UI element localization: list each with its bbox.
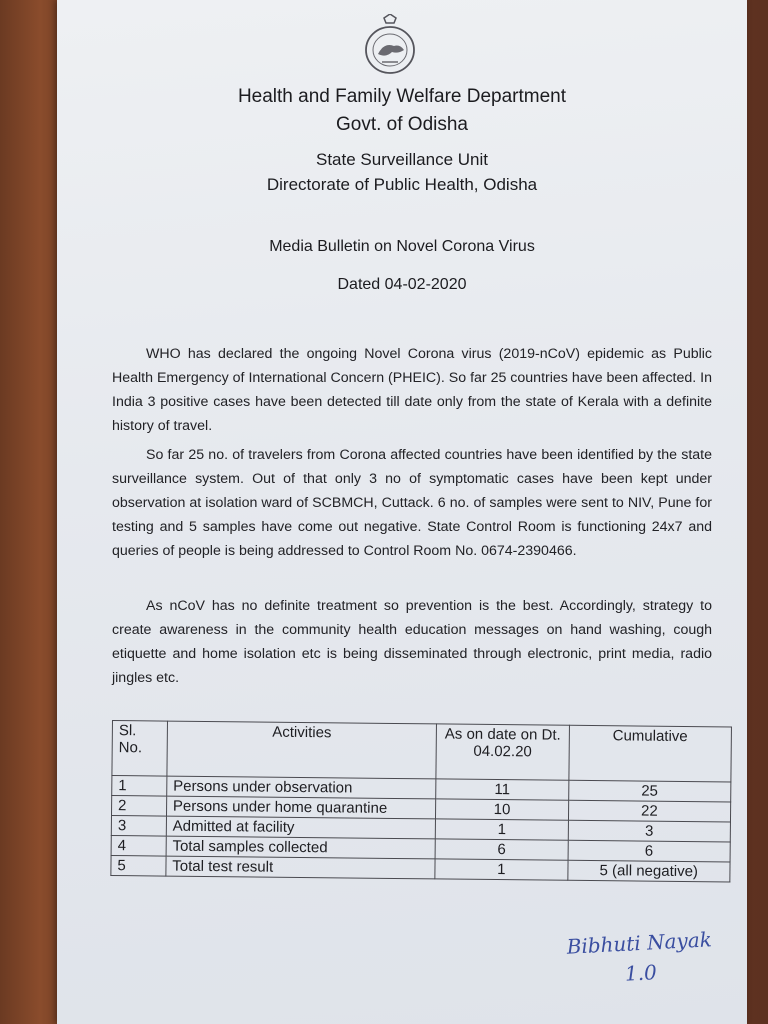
cell-sl: 2 xyxy=(111,796,166,817)
cell-date: 1 xyxy=(435,819,568,840)
cell-date: 6 xyxy=(435,839,568,860)
header-as-on-date: As on date on Dt. 04.02.20 xyxy=(436,724,569,780)
bulletin-title: Media Bulletin on Novel Corona Virus xyxy=(269,238,535,255)
cell-cumulative: 5 (all negative) xyxy=(567,860,730,882)
directorate-heading: Directorate of Public Health, Odisha xyxy=(266,175,538,194)
cell-sl: 4 xyxy=(111,835,166,856)
cell-cumulative: 22 xyxy=(568,800,731,822)
header-cumulative: Cumulative xyxy=(569,725,732,782)
cell-date: 10 xyxy=(436,799,569,820)
paragraph-who: WHO has declared the ongoing Novel Corona virus (2019-nCoV) epidemic as Public Health Emergency of International Concern (PHEIC). So far 25 countries have been affected. In India 3 positive cases have been detected till date only from the state of Kerala with a definite history of travel. xyxy=(112,346,712,434)
odisha-emblem-icon xyxy=(364,14,416,76)
unit-heading: State Surveillance Unit xyxy=(316,150,488,169)
cell-date: 1 xyxy=(435,859,568,880)
table-header-row xyxy=(112,721,732,782)
paragraph-surveillance: So far 25 no. of travelers from Corona affected countries have been identified by the state surveillance system. Out of that only 3 no of symptomatic cases have been kept under observation at isolation ward of SCBMCH, Cuttack. 6 no. of samples were sent to NIV, Pune for testing and 5 samples have come out negative. State Control Room is functioning 24x7 and queries of people is being addressed to Control Room No. 0674-2390466. xyxy=(112,447,712,559)
cell-cumulative: 6 xyxy=(568,840,731,862)
cell-sl: 1 xyxy=(112,776,167,797)
signature-name: Bibhuti Nayak xyxy=(566,927,713,959)
cell-activity: Admitted at facility xyxy=(166,816,436,839)
cell-activity: Total samples collected xyxy=(166,836,436,859)
cell-cumulative: 3 xyxy=(568,820,731,842)
bulletin-page xyxy=(57,0,747,1024)
cell-cumulative: 25 xyxy=(568,780,731,802)
cell-date: 11 xyxy=(436,779,569,800)
bulletin-date: Dated 04-02-2020 xyxy=(337,276,467,293)
signature-note: 1.0 xyxy=(624,960,658,986)
header-sl-no: Sl. No. xyxy=(112,721,167,777)
paragraph-prevention: As nCoV has no definite treatment so prevention is the best. Accordingly, strategy to create awareness in the community health education messages on hand washing, cough etiquette and home isolation etc is being disseminated through electronic, print media, radio jingles etc. xyxy=(112,598,712,686)
cell-activity: Persons under home quarantine xyxy=(166,796,436,819)
department-heading: Health and Family Welfare Department xyxy=(237,86,567,107)
handwritten-signature xyxy=(534,923,747,994)
cell-sl: 5 xyxy=(111,855,166,876)
header-activities: Activities xyxy=(167,721,437,779)
cell-activity: Persons under observation xyxy=(167,776,437,799)
cell-sl: 3 xyxy=(111,816,166,837)
activities-table xyxy=(110,720,732,882)
govt-heading: Govt. of Odisha xyxy=(335,114,468,135)
cell-activity: Total test result xyxy=(166,856,436,879)
